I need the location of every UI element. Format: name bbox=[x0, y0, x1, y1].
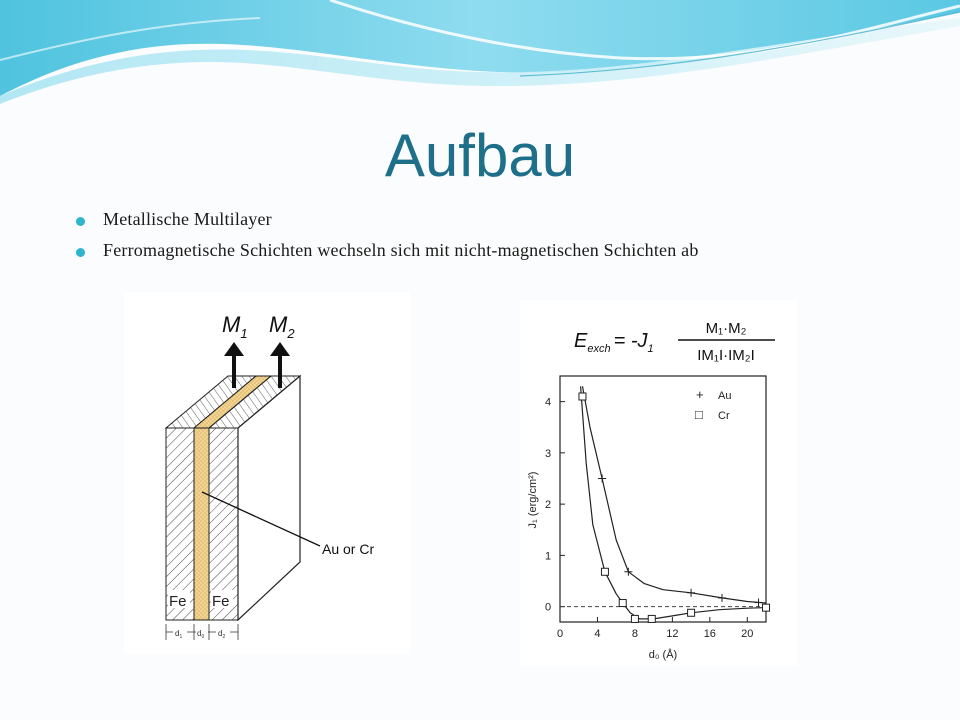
y-tick-label: 0 bbox=[544, 601, 552, 614]
cr-data-point bbox=[763, 604, 770, 611]
cr-data-point bbox=[631, 615, 638, 622]
bullet-dot-icon bbox=[76, 217, 85, 226]
legend-symbol-cr: □ bbox=[695, 407, 703, 422]
bullet-item bbox=[78, 240, 699, 261]
legend-label-au: Au bbox=[718, 390, 732, 402]
formula-numerator: M₁·M₂ bbox=[705, 320, 747, 337]
formula-lhs: $E_{exch} = -J_1$ bbox=[574, 330, 654, 355]
cr-data-point bbox=[579, 393, 586, 400]
m1-label: $M_1$ bbox=[222, 312, 248, 341]
chart-legend bbox=[695, 387, 731, 422]
d1-label: $d_1$ bbox=[175, 629, 183, 640]
x-tick-label: 8 bbox=[631, 628, 638, 640]
slide-title: Aufbau bbox=[384, 122, 576, 189]
cr-data-point bbox=[619, 600, 626, 607]
multilayer-diagram bbox=[124, 292, 410, 654]
spacer-label: Au or Cr bbox=[322, 541, 375, 557]
y-tick-label: 4 bbox=[544, 396, 552, 409]
y-tick-label: 2 bbox=[544, 499, 552, 512]
fe-right-label: Fe bbox=[212, 593, 230, 610]
bullet-text: Ferromagnetische Schichten wechseln sich mit nicht-magnetischen Schichten ab bbox=[103, 240, 699, 260]
x-tick-label: 0 bbox=[556, 628, 564, 640]
exchange-coupling-chart bbox=[520, 300, 798, 666]
legend-label-cr: Cr bbox=[718, 410, 730, 422]
series-line-au bbox=[583, 386, 767, 603]
au-data-point bbox=[598, 475, 606, 483]
m2-label: $M_2$ bbox=[269, 312, 295, 341]
formula-denominator: IM₁I·IM₂I bbox=[697, 347, 755, 364]
d0-label: $d_0$ bbox=[197, 629, 205, 640]
bullet-dot-icon bbox=[76, 248, 85, 257]
x-axis-label: d₀ (Å) bbox=[648, 649, 678, 661]
y-tick-label: 3 bbox=[544, 447, 552, 460]
d2-label: $d_2$ bbox=[218, 629, 226, 640]
x-tick-label: 12 bbox=[666, 628, 679, 640]
cr-data-point bbox=[601, 568, 608, 575]
bullet-text: Metallische Multilayer bbox=[103, 209, 272, 229]
au-data-point bbox=[687, 589, 695, 597]
au-data-point bbox=[718, 594, 726, 602]
cr-data-point bbox=[688, 609, 695, 616]
cr-data-point bbox=[648, 615, 655, 622]
x-tick-label: 4 bbox=[594, 628, 601, 640]
plot-frame bbox=[560, 376, 766, 622]
legend-symbol-au: + bbox=[696, 387, 704, 402]
x-tick-label: 16 bbox=[703, 628, 716, 640]
series-line-cr bbox=[581, 386, 766, 619]
au-data-point bbox=[755, 599, 763, 607]
y-tick-label: 1 bbox=[544, 550, 552, 563]
y-axis-label: J₁ (erg/cm²) bbox=[527, 471, 539, 529]
x-tick-label: 20 bbox=[741, 628, 754, 640]
fe-left-label: Fe bbox=[169, 593, 187, 610]
bullet-item bbox=[78, 209, 272, 230]
